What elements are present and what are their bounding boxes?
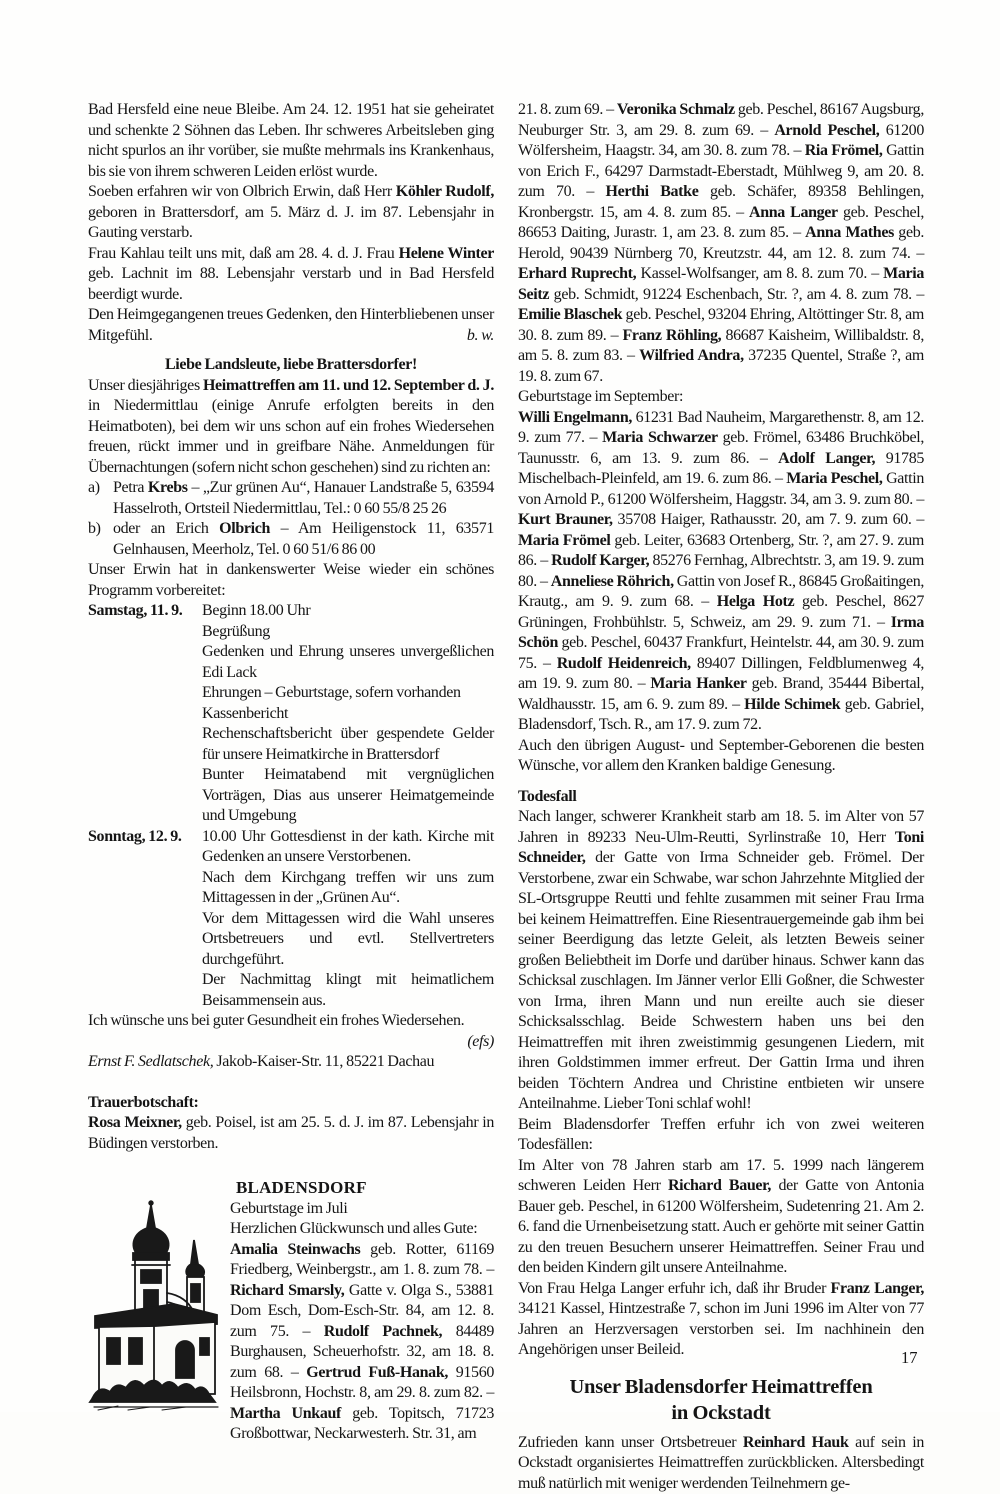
program-items	[202, 601, 494, 827]
program-item: Bunter Heimatabend mit vergnüglichen Vorträgen, Dias aus unserer Heimatgemeinde und Umgebung	[202, 765, 494, 827]
invite-paragraph: Unser diesjähriges Heimattreffen am 11. und 12. September d. J. in Niedermittlau (einige Anrufe erfolgten bereits in den Heimatboten), bei dem wir uns schon auf ein frohes Wiedersehen freuen, rückt immer und in greifbare Nähe. Anmeldungen für Übernachtungen (sofern nicht schon geschehen) sind zu richten an:	[88, 376, 494, 479]
list-marker: a)	[88, 478, 100, 499]
program-item: Der Nachmittag klingt mit heimatlichem Beisammensein aus.	[202, 970, 494, 1011]
obituary-paragraph: Bad Hersfeld eine neue Bleibe. Am 24. 12. 1951 hat sie geheiratet und schenkte 2 Söhnen das Leben. Ihr schweres Arbeitsleben ging nicht spurlos an ihr vorüber, sie mußte mehrmals ins Krankenhaus, bis sie von ihrem schweren Leiden erlöst wurde.	[88, 100, 494, 182]
program-item: Gedenken und Ehrung unseres unvergeßlichen Edi Lack	[202, 642, 494, 683]
bladensdorf-subtitle: Herzlichen Glückwunsch und alles Gute:	[230, 1219, 494, 1240]
program-day-label: Samstag, 11. 9.	[88, 601, 202, 827]
program-item: Vor dem Mittagessen wird die Wahl unseres Ortsbetreuers und evtl. Stellvertreters durchgeführt.	[202, 909, 494, 971]
program-item: 10.00 Uhr Gottesdienst in der kath. Kirche mit Gedenken an unsere Verstorbenen.	[202, 827, 494, 868]
obituary-paragraph: Soeben erfahren wir von Olbrich Erwin, daß Herr Köhler Rudolf, geboren in Brattersdorf, am 5. März d. J. im 87. Lebensjahr in Gauting verstarb.	[88, 182, 494, 244]
program-day-sunday	[88, 827, 494, 1012]
program-day-label: Sonntag, 12. 9.	[88, 827, 202, 1012]
bladensdorf-subtitle: Geburtstage im Juli	[230, 1199, 494, 1220]
program-item: Ehrungen – Geburtstage, sofern vorhanden	[202, 683, 494, 704]
trauer-paragraph: Rosa Meixner, geb. Poisel, ist am 25. 5. d. J. im 87. Lebensjahr in Büdingen verstorben.	[88, 1113, 494, 1154]
program-item: Kassenbericht	[202, 704, 494, 725]
wishes-paragraph: Auch den übrigen August- und September-Geborenen die besten Wünsche, vor allem den Kranken baldige Genesung.	[518, 736, 924, 777]
program-day-saturday	[88, 601, 494, 827]
bladensdorf-heading: BLADENSDORF	[230, 1178, 494, 1199]
program-item: Nach dem Kirchgang treffen wir uns zum Mittagessen in der „Grünen Au“.	[202, 868, 494, 909]
appeal-heading: Liebe Landsleute, liebe Brattersdorfer!	[88, 355, 494, 376]
ockstadt-heading-line1: Unser Bladensdorfer Heimattreffen	[518, 1374, 924, 1400]
contact-list-item-b	[88, 519, 494, 560]
program-schedule	[88, 601, 494, 1011]
right-column	[518, 100, 924, 1494]
contact-list-item-a	[88, 478, 494, 519]
church-image-wrap	[88, 1178, 222, 1445]
todesfall-paragraph: Von Frau Helga Langer erfuhr ich, daß ihr Bruder Franz Langer, 34121 Kassel, Hintzestraße 7, schon im Juni 1996 im Alter von 77 Jahren an Herzversagen verstorben sei. Im nachhinein den Angehörigen unser Beileid.	[518, 1279, 924, 1361]
left-column	[88, 100, 494, 1445]
closing-line: Ich wünsche uns bei guter Gesundheit ein frohes Wiedersehen.	[88, 1011, 494, 1032]
todesfall-paragraph: Im Alter von 78 Jahren starb am 17. 5. 1999 nach längerem schweren Leiden Herr Richard Bauer, der Gatte von Antonia Bauer geb. Peschel, in 61200 Wölfersheim, Sudetenring 21. Am 2. 6. fand die Urnenbeisetzung statt. Auch er gehörte mit seiner Gattin zu den treuen Besuchern unserer Heimattreffen. Seiner Frau und den beiden Kindern gilt unsere Anteilnahme.	[518, 1156, 924, 1279]
september-birthdays-paragraph: Willi Engelmann, 61231 Bad Nauheim, Margarethenstr. 8, am 12. 9. zum 77. – Maria Schwarzer geb. Frömel, 63486 Bruchköbel, Taunusstr. 6, am 13. 9. zum 86. – Adolf Langer, 91785 Mischelbach-Pleinfeld, am 19. 6. zum 86. – Maria Peschel, Gattin von Arnold P., 61200 Wölfersheim, Haggstr. 34, am 3. 9. zum 80. – Kurt Brauner, 35708 Haiger, Rathausstr. 20, am 7. 9. zum 60. – Maria Frömel geb. Leiter, 63683 Ortenberg, Str. ?, am 27. 9. zum 86. – Rudolf Karger, 85276 Fernhag, Albrechtstr. 3, am 19. 9. zum 80. – Anneliese Röhrich, Gattin von Josef R., 86845 Großaitingen, Krautg., am 9. 9. zum 68. – Helga Hotz geb. Peschel, 8627 Grüningen, Frohbühlstr. 5, Schweiz, am 29. 9. zum 71. – Irma Schön geb. Peschel, 60437 Frankfurt, Heintelstr. 44, am 30. 9. zum 75. – Rudolf Heidenreich, 89407 Dillingen, Feldblumenweg 4, am 19. 9. zum 80. – Maria Hanker geb. Brand, 35444 Bibertal, Waldhausstr. 15, am 6. 9. zum 89. – Hilde Schimek geb. Gabriel, Bladensdorf, Tsch. R., am 17. 9. zum 72.	[518, 408, 924, 736]
condolence-sign: b. w.	[461, 326, 494, 347]
bladensdorf-text	[230, 1178, 494, 1445]
ockstadt-heading-line2: in Ockstadt	[518, 1400, 924, 1426]
program-items	[202, 827, 494, 1012]
ockstadt-paragraph: Zufrieden kann unser Ortsbetreuer Reinhard Hauk auf sein in Ockstadt organisiertes Heimattreffen zurückblicken. Altersbedingt muß natürlich mit weniger werdenden Teilnehmern ge-	[518, 1433, 924, 1494]
contact-entry: oder an Erich Olbrich – Am Heiligenstock 11, 63571 Gelnhausen, Meerholz, Tel. 0 60 51/6 86 00	[113, 519, 494, 560]
todesfall-heading: Todesfall	[518, 787, 924, 808]
august-birthdays-paragraph: 21. 8. zum 69. – Veronika Schmalz geb. Peschel, 86167 Augsburg, Neuburger Str. 3, am 29. 8. zum 69. – Arnold Peschel, 61200 Wölfersheim, Haagstr. 34, am 30. 8. zum 78. – Ria Frömel, Gattin von Erich F., 64297 Darmstadt-Eberstadt, Mühlweg 9, am 20. 8. zum 70. – Herthi Batke geb. Schäfer, 89358 Behlingen, Kronbergstr. 15, am 4. 8. zum 85. – Anna Langer geb. Peschel, 86653 Daiting, Jurastr. 1, am 23. 8. zum 85. – Anna Mathes geb. Herold, 90439 Nürnberg 70, Kreutzstr. 44, am 12. 8. zum 74. – Erhard Ruprecht, Kassel-Wolfsanger, am 8. 8. zum 70. – Maria Seitz geb. Schmidt, 91224 Eschenbach, Str. ?, am 4. 8. zum 78. – Emilie Blaschek geb. Peschel, 93204 Ehring, Altöttinger Str. 8, am 30. 8. zum 89. – Franz Röhling, 86687 Kaisheim, Willibaldstr. 8, am 5. 8. zum 83. – Wilfried Andra, 37235 Quentel, Straße ?, am 19. 8. zum 67.	[518, 100, 924, 387]
list-marker: b)	[88, 519, 101, 540]
contact-line: Ernst F. Sedlatschek, Jakob-Kaiser-Str. 11, 85221 Dachau	[88, 1052, 494, 1073]
program-intro: Unser Erwin hat in dankenswerter Weise wieder ein schönes Programm vorbereitet:	[88, 560, 494, 601]
program-item: Beginn 18.00 Uhr	[202, 601, 494, 622]
contact-entry: Petra Krebs – „Zur grünen Au“, Hanauer Landstraße 5, 63594 Hasselroth, Ortsteil Niedermittlau, Tel.: 0 60 55/8 25 26	[113, 478, 494, 519]
bladensdorf-section	[88, 1178, 494, 1445]
todesfall-paragraph: Beim Bladensdorfer Treffen erfuhr ich von zwei weiteren Todesfällen:	[518, 1115, 924, 1156]
closing-sign: (efs)	[88, 1032, 494, 1053]
page-number: 17	[901, 1348, 918, 1368]
obituary-paragraph: Den Heimgegangenen treues Gedenken, den Hinterbliebenen unser Mitgefühl.	[88, 305, 494, 346]
trauer-heading: Trauerbotschaft:	[88, 1093, 494, 1114]
program-item: Rechenschaftsbericht über gespendete Gelder für unsere Heimatkirche in Brattersdorf	[202, 724, 494, 765]
ockstadt-heading	[518, 1374, 924, 1426]
todesfall-paragraph: Nach langer, schwerer Krankheit starb am 18. 5. im Alter von 57 Jahren in 89233 Neu-Ulm-Reutti, Syrlinstraße 10, Herr Toni Schneider, der Gatte von Irma Schneider geb. Frömel. Der Verstorbene, zwar ein Schwabe, war schon Jahrzehnte Mitglied der SL-Ortsgruppe Reutti und fehlte zusammen mit seiner Frau Irma bei keinem Heimattreffen. Eine Riesentrauergemeinde gab ihm bei seiner Beerdigung das letzte Geleit, als letzten Beweis seiner großen Beliebtheit im Dorfe und darüber hinaus. Schwer kann das Schicksal zuschlagen. Im Jänner verlor Elli Goßner, die Schwester von Irma, ihren Mann und nun ereilte auch sie dieser Schicksalsschlag. Beide Schwestern haben uns bei den Heimattreffen mit ihren zweistimmig gesungenen Liedern, mit ihren Goldstimmen immer erfreut. Der Gattin Irma und ihren beiden Töchtern Andrea und Christine entbieten wir unsere Anteilnahme. Lieber Toni schlaf wohl!	[518, 807, 924, 1115]
september-intro: Geburtstage im September:	[518, 387, 924, 408]
july-birthdays-paragraph: Amalia Steinwachs geb. Rotter, 61169 Friedberg, Weinbergstr., am 1. 8. zum 78. – Richard Smarsly, Gatte v. Olga S., 53881 Dom Esch, Dom-Esch-Str. 84, am 12. 8. zum 75. – Rudolf Pachnek, 84489 Burghausen, Scheuerhofstr. 32, am 18. 8. zum 68. – Gertrud Fuß-Hanak, 91560 Heilsbronn, Hochstr. 8, am 29. 8. zum 82. – Martha Unkauf geb. Topitsch, 71723 Großbottwar, Neckarwesterh. Str. 31, am	[230, 1240, 494, 1445]
condolence-paragraph-wrap	[88, 305, 494, 346]
obituary-paragraph: Frau Kahlau teilt uns mit, daß am 28. 4. d. J. Frau Helene Winter geb. Lachnit im 88. Lebensjahr verstarb und in Bad Hersfeld beerdigt wurde.	[88, 244, 494, 306]
program-item: Begrüßung	[202, 622, 494, 643]
church-etching-image	[88, 1198, 222, 1412]
